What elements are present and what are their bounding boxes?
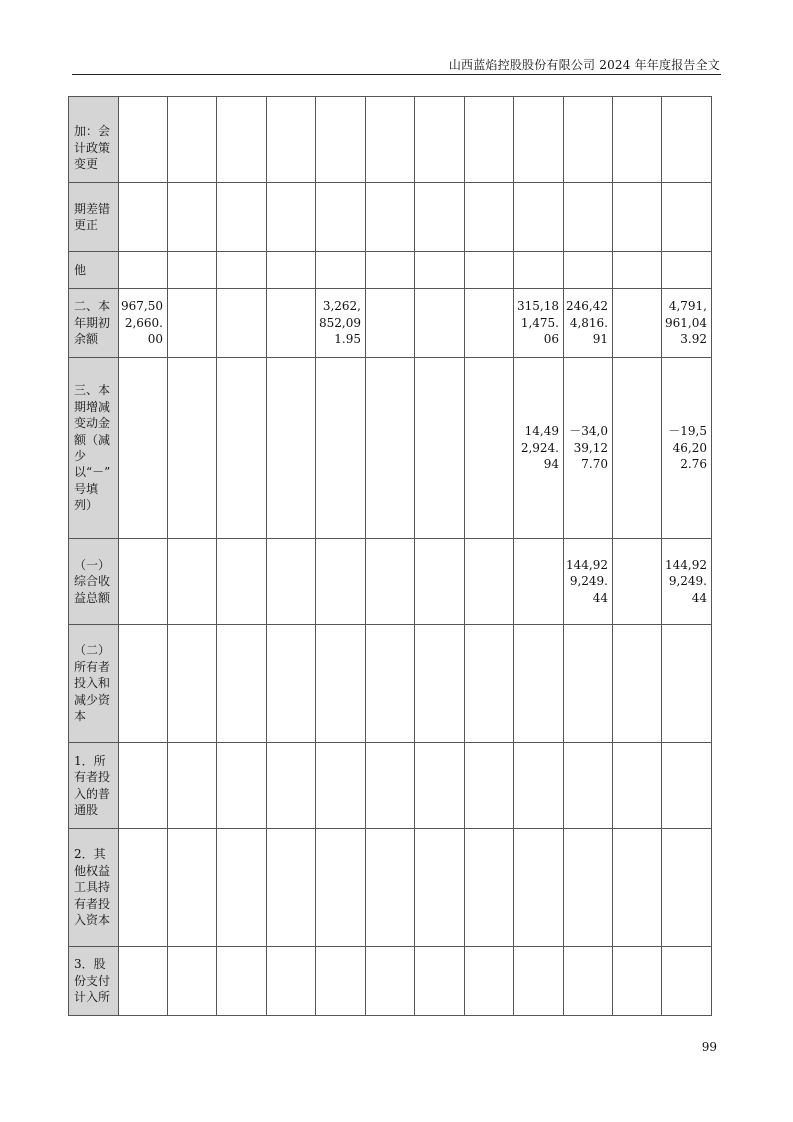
table-cell: 315,181,475.06 bbox=[514, 289, 564, 358]
table-cell bbox=[514, 252, 564, 289]
table-cell bbox=[366, 947, 415, 1016]
table-cell bbox=[366, 743, 415, 829]
table-cell bbox=[465, 97, 514, 183]
table-cell bbox=[119, 97, 168, 183]
table-cell bbox=[662, 947, 712, 1016]
table-cell bbox=[168, 625, 217, 743]
table-cell bbox=[465, 183, 514, 252]
page-number: 99 bbox=[701, 1040, 717, 1054]
row-label: 加：会计政策变更 bbox=[69, 97, 119, 183]
table-cell: 246,424,816.91 bbox=[564, 289, 613, 358]
table-cell bbox=[613, 183, 662, 252]
table-cell bbox=[465, 358, 514, 539]
table-cell bbox=[415, 625, 465, 743]
row-label: 三、本期增减变动金额（减少以“－”号填列） bbox=[69, 358, 119, 539]
table-cell bbox=[267, 743, 316, 829]
table-cell bbox=[316, 947, 366, 1016]
table-cell bbox=[217, 743, 267, 829]
table-cell bbox=[465, 625, 514, 743]
table-cell bbox=[613, 97, 662, 183]
table-cell bbox=[613, 625, 662, 743]
table-cell bbox=[217, 183, 267, 252]
table-cell bbox=[366, 829, 415, 947]
table-cell bbox=[366, 625, 415, 743]
table-cell bbox=[366, 289, 415, 358]
table-cell bbox=[415, 183, 465, 252]
table-cell bbox=[613, 743, 662, 829]
table-cell bbox=[366, 539, 415, 625]
table-cell bbox=[415, 947, 465, 1016]
table-cell bbox=[662, 829, 712, 947]
table-cell bbox=[168, 358, 217, 539]
table-row bbox=[69, 539, 712, 625]
table-cell bbox=[415, 97, 465, 183]
table-cell bbox=[366, 97, 415, 183]
table-cell bbox=[267, 289, 316, 358]
table-cell bbox=[267, 625, 316, 743]
table-cell bbox=[316, 183, 366, 252]
table-cell bbox=[662, 97, 712, 183]
table-cell bbox=[465, 289, 514, 358]
table-cell bbox=[564, 829, 613, 947]
row-label: 3．股份支付计入所 bbox=[69, 947, 119, 1016]
table-cell bbox=[119, 358, 168, 539]
report-header-title: 山西蓝焰控股股份有限公司 2024 年年度报告全文 bbox=[448, 58, 720, 72]
table-cell bbox=[119, 625, 168, 743]
table-cell bbox=[168, 743, 217, 829]
table-cell bbox=[465, 829, 514, 947]
table-cell bbox=[316, 358, 366, 539]
table-cell bbox=[514, 539, 564, 625]
row-label: 1．所有者投入的普通股 bbox=[69, 743, 119, 829]
table-cell bbox=[217, 358, 267, 539]
table-cell bbox=[217, 947, 267, 1016]
table-cell bbox=[168, 947, 217, 1016]
table-cell bbox=[217, 97, 267, 183]
table-cell bbox=[119, 183, 168, 252]
table-cell bbox=[415, 289, 465, 358]
table-cell bbox=[168, 183, 217, 252]
row-label: （一）综合收益总额 bbox=[69, 539, 119, 625]
table-cell bbox=[564, 252, 613, 289]
table-cell bbox=[119, 743, 168, 829]
table-cell bbox=[119, 252, 168, 289]
table-cell bbox=[119, 829, 168, 947]
equity-changes-table bbox=[68, 96, 712, 1016]
table-cell bbox=[514, 743, 564, 829]
table-cell bbox=[316, 743, 366, 829]
table-cell bbox=[564, 183, 613, 252]
table-cell bbox=[613, 829, 662, 947]
table-cell bbox=[217, 829, 267, 947]
table-row bbox=[69, 829, 712, 947]
table-cell bbox=[168, 829, 217, 947]
table-cell bbox=[514, 625, 564, 743]
table-cell bbox=[662, 183, 712, 252]
table-cell bbox=[168, 289, 217, 358]
table-cell bbox=[267, 947, 316, 1016]
table-cell: －19,546,202.76 bbox=[662, 358, 712, 539]
table-cell: 14,492,924.94 bbox=[514, 358, 564, 539]
table-cell bbox=[217, 252, 267, 289]
table-cell: －34,039,127.70 bbox=[564, 358, 613, 539]
table-cell: 144,929,249.44 bbox=[564, 539, 613, 625]
header-divider bbox=[72, 74, 721, 75]
table-cell bbox=[415, 539, 465, 625]
table-cell bbox=[267, 183, 316, 252]
table-cell: 4,791,961,043.92 bbox=[662, 289, 712, 358]
row-label: （二）所有者投入和减少资本 bbox=[69, 625, 119, 743]
table-cell bbox=[316, 539, 366, 625]
table-row bbox=[69, 358, 712, 539]
table-cell bbox=[168, 252, 217, 289]
table-cell bbox=[267, 829, 316, 947]
table-cell bbox=[662, 743, 712, 829]
table-cell bbox=[119, 539, 168, 625]
table-cell bbox=[366, 358, 415, 539]
table-row bbox=[69, 743, 712, 829]
table-cell bbox=[564, 947, 613, 1016]
table-cell bbox=[514, 947, 564, 1016]
table-cell bbox=[316, 97, 366, 183]
table-row bbox=[69, 947, 712, 1016]
table-cell bbox=[267, 539, 316, 625]
row-label: 二、本年期初余额 bbox=[69, 289, 119, 358]
table-cell bbox=[168, 97, 217, 183]
table-cell bbox=[514, 829, 564, 947]
table-body bbox=[69, 97, 712, 1016]
table-cell bbox=[465, 743, 514, 829]
table-cell bbox=[316, 829, 366, 947]
table-cell bbox=[564, 743, 613, 829]
table-cell bbox=[415, 829, 465, 947]
table-cell bbox=[217, 289, 267, 358]
table-cell bbox=[613, 539, 662, 625]
table-cell bbox=[267, 97, 316, 183]
table-row bbox=[69, 252, 712, 289]
table-cell bbox=[613, 947, 662, 1016]
table-cell bbox=[465, 947, 514, 1016]
table-cell bbox=[366, 183, 415, 252]
table-cell bbox=[415, 358, 465, 539]
table-cell bbox=[316, 625, 366, 743]
table-cell bbox=[662, 252, 712, 289]
table-cell bbox=[316, 252, 366, 289]
table-cell bbox=[415, 743, 465, 829]
table-cell bbox=[415, 252, 465, 289]
table-cell bbox=[613, 289, 662, 358]
row-label: 2．其他权益工具持有者投入资本 bbox=[69, 829, 119, 947]
table-cell bbox=[465, 252, 514, 289]
table-cell bbox=[514, 183, 564, 252]
table-cell bbox=[217, 539, 267, 625]
table-cell bbox=[119, 947, 168, 1016]
table-cell bbox=[217, 625, 267, 743]
table-cell bbox=[366, 252, 415, 289]
table-row bbox=[69, 289, 712, 358]
table-cell: 144,929,249.44 bbox=[662, 539, 712, 625]
table-cell bbox=[564, 97, 613, 183]
table-cell bbox=[465, 539, 514, 625]
table-cell bbox=[267, 358, 316, 539]
table-cell bbox=[662, 625, 712, 743]
table-cell bbox=[168, 539, 217, 625]
table-cell bbox=[267, 252, 316, 289]
table-cell bbox=[564, 625, 613, 743]
table-cell: 967,502,660.00 bbox=[119, 289, 168, 358]
table-cell bbox=[514, 97, 564, 183]
table-row bbox=[69, 625, 712, 743]
table-cell bbox=[613, 252, 662, 289]
table-row bbox=[69, 97, 712, 183]
row-label: 他 bbox=[69, 252, 119, 289]
row-label: 期差错更正 bbox=[69, 183, 119, 252]
table-cell: 3,262,852,091.95 bbox=[316, 289, 366, 358]
table-row bbox=[69, 183, 712, 252]
table-cell bbox=[613, 358, 662, 539]
